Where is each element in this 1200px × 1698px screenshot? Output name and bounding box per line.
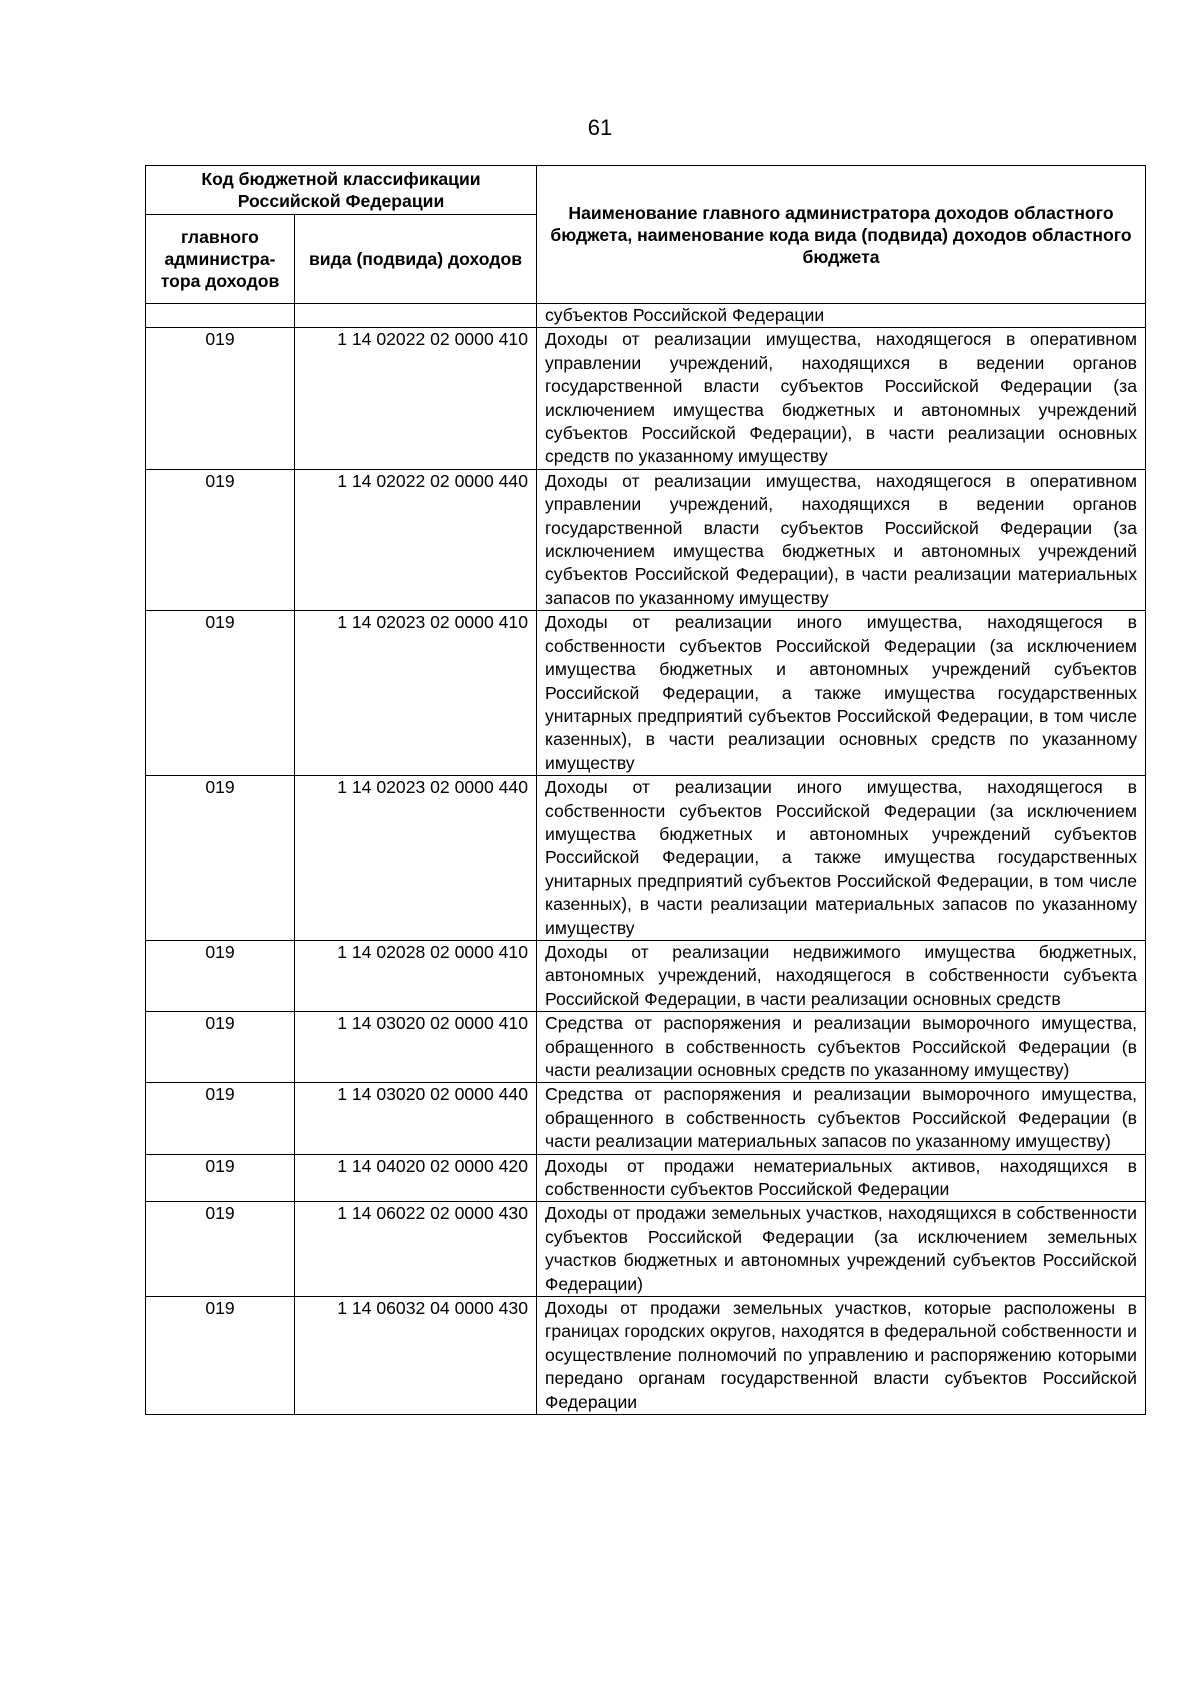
table-row	[146, 1083, 1146, 1154]
row-admin-code: 019	[146, 940, 295, 1011]
row-admin-code: 019	[146, 1297, 295, 1415]
row-name: Доходы от продажи земельных участков, которые расположены в границах городских округов, находятся в федеральной собственности и осуществление полномочий по управлению и распоряжению которыми передано органам государственной власти субъектов Российской Федерации	[537, 1297, 1146, 1415]
row-name: Доходы от продажи нематериальных активов, находящихся в собственности субъектов Российской Федерации	[537, 1154, 1146, 1202]
header-classification-group: Код бюджетной классификации Российской Федерации	[146, 166, 537, 215]
table-row	[146, 1202, 1146, 1297]
row-admin-code: 019	[146, 1202, 295, 1297]
table-row	[146, 304, 1146, 328]
header-admin-column: главного администра-тора доходов	[146, 215, 295, 304]
table-row	[146, 469, 1146, 610]
table-row	[146, 776, 1146, 941]
row-admin-code	[146, 304, 295, 328]
header-name-column: Наименование главного администратора доходов областного бюджета, наименование кода вида (подвида) доходов областного бюджета	[537, 166, 1146, 304]
row-admin-code: 019	[146, 469, 295, 610]
row-kind-code: 1 14 02022 02 0000 410	[295, 328, 537, 469]
row-name: Доходы от реализации имущества, находящегося в оперативном управлении учреждений, находящихся в ведении органов государственной власти субъектов Российской Федерации (за исключением имущества бюджетных и автономных учреждений субъектов Российской Федерации), в части реализации основных средств по указанному имуществу	[537, 328, 1146, 469]
row-kind-code: 1 14 04020 02 0000 420	[295, 1154, 537, 1202]
row-admin-code: 019	[146, 776, 295, 941]
row-name: Средства от распоряжения и реализации выморочного имущества, обращенного в собственность субъектов Российской Федерации (в части реализации основных средств по указанному имуществу)	[537, 1012, 1146, 1083]
row-kind-code: 1 14 02022 02 0000 440	[295, 469, 537, 610]
table-row	[146, 328, 1146, 469]
row-name: Доходы от реализации иного имущества, находящегося в собственности субъектов Российской Федерации (за исключением имущества бюджетных и автономных учреждений субъектов Российской Федерации, а также имущества государственных унитарных предприятий субъектов Российской Федерации, в том числе казенных), в части реализации основных средств по указанному имуществу	[537, 611, 1146, 776]
row-kind-code: 1 14 02023 02 0000 440	[295, 776, 537, 941]
row-name: Доходы от реализации имущества, находящегося в оперативном управлении учреждений, находящихся в ведении органов государственной власти субъектов Российской Федерации (за исключением имущества бюджетных и автономных учреждений субъектов Российской Федерации), в части реализации материальных запасов по указанному имуществу	[537, 469, 1146, 610]
row-kind-code: 1 14 02028 02 0000 410	[295, 940, 537, 1011]
table-row	[146, 1297, 1146, 1415]
page-number: 61	[587, 115, 613, 140]
budget-classification-table	[145, 165, 1146, 1415]
row-kind-code: 1 14 02023 02 0000 410	[295, 611, 537, 776]
table-row	[146, 611, 1146, 776]
row-name: Доходы от реализации иного имущества, находящегося в собственности субъектов Российской Федерации (за исключением имущества бюджетных и автономных учреждений субъектов Российской Федерации, а также имущества государственных унитарных предприятий субъектов Российской Федерации, в том числе казенных), в части реализации материальных запасов по указанному имуществу	[537, 776, 1146, 941]
row-kind-code: 1 14 03020 02 0000 410	[295, 1012, 537, 1083]
header-kind-column: вида (подвида) доходов	[295, 215, 537, 304]
table-row	[146, 1154, 1146, 1202]
row-admin-code: 019	[146, 611, 295, 776]
row-name: Доходы от реализации недвижимого имущества бюджетных, автономных учреждений, находящегося в собственности субъекта Российской Федерации, в части реализации основных средств	[537, 940, 1146, 1011]
row-name: Средства от распоряжения и реализации выморочного имущества, обращенного в собственность субъектов Российской Федерации (в части реализации материальных запасов по указанному имуществу)	[537, 1083, 1146, 1154]
row-kind-code: 1 14 06032 04 0000 430	[295, 1297, 537, 1415]
row-kind-code: 1 14 06022 02 0000 430	[295, 1202, 537, 1297]
row-name: Доходы от продажи земельных участков, находящихся в собственности субъектов Российской Федерации (за исключением земельных участков бюджетных и автономных учреждений субъектов Российской Федерации)	[537, 1202, 1146, 1297]
row-name: субъектов Российской Федерации	[537, 304, 1146, 328]
table-row	[146, 1012, 1146, 1083]
row-admin-code: 019	[146, 328, 295, 469]
row-admin-code: 019	[146, 1083, 295, 1154]
table-row	[146, 940, 1146, 1011]
row-admin-code: 019	[146, 1012, 295, 1083]
row-kind-code: 1 14 03020 02 0000 440	[295, 1083, 537, 1154]
row-kind-code	[295, 304, 537, 328]
row-admin-code: 019	[146, 1154, 295, 1202]
